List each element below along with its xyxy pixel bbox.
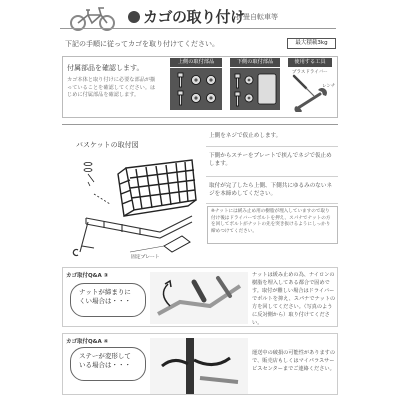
title-bullet [128,11,140,23]
intro-text: 下記の手順に従ってカゴを取り付けてください。 [65,40,219,48]
upper-parts-photo [170,68,222,110]
header-divider [60,28,336,29]
basket-icon [118,160,196,216]
qa3-question-bubble [70,283,146,317]
basket-diagram-heading: バスケットの取付図 [76,141,139,149]
mounting-screw-icons [84,162,110,204]
lower-parts-label: 下側の取付部品 [230,58,280,67]
parts-heading: 付属部品を確認します。 [67,64,144,72]
tools-label: 使用する工具 [288,58,332,67]
max-load-badge: 最大積載3kg [287,38,336,49]
page-subtitle: 折畳自転車等 [236,13,278,21]
bracket-label: 固定プレート [131,255,160,260]
bracket-leader-line [130,246,164,252]
wrench-label: レンチ [322,84,336,89]
instruction-step-1: 上側をネジで仮止めします。 [209,133,282,139]
qa4-question-bubble [70,347,146,381]
qa4-answer: 運送中の破損の可能性がありますので、販売店もしくはマイパラスサービスセンターまでご連絡ください。 [252,350,336,372]
section-divider [62,124,338,125]
qa3-tag: カゴ取付Q&A ③ [66,273,109,279]
parts-description: カゴ本体と取り付けに必要な部品が揃っていることを確認してください。はじめに付属部品を確認します。 [67,77,156,98]
basket-diagram [64,134,206,264]
parts-text-block [67,63,159,100]
qa3-answer: ナットは緩み止めの為、ナイロンの樹脂を埋入してある都合で固めです。取付が難しい場合はドライバーでボルトを抑え、スパナでナットの方を回してください。（写真のように反対側から）取り付けてください。 [252,272,336,326]
lower-parts-photo [230,68,280,110]
qa4-tag: カゴ取付Q&A ④ [66,339,109,345]
instruction-step-3: 取付が完了したら上側、下側共にゆるみのないネジを本締めしてください。 [209,183,333,197]
screwdriver-label: プラスドライバー [292,70,328,75]
nut-note: ※ナットには緩み止め用の樹脂が埋入していますので取り付け後はドライバーでボルトを押え、スパナでナットの方を回してボルトがナットの先を突き抜けるようにしっかり締めつけてください。 [207,206,338,244]
upper-parts-label: 上側の取付部品 [170,58,222,67]
screws-nuts-icon [170,68,222,110]
screwdriver-icon [294,76,314,96]
page-title: カゴの取り付け [143,8,245,26]
tools-illustration [290,74,336,112]
qa4-question: ステーが変形している場合は・・・ [79,352,131,369]
plate-screws-icon [230,68,280,110]
step-divider [206,203,338,204]
wrench-icon [294,88,327,112]
step-divider [206,176,338,177]
qa3-photo [150,272,248,324]
bracket-plate-icon [164,236,190,252]
instruction-step-2: 下側からステーをプレートで挟んでネジで仮止めします。 [209,153,332,167]
qa3-question: ナットが締まりにくい場合は・・・ [79,288,131,305]
step-divider [206,146,338,147]
qa4-photo [150,338,248,394]
